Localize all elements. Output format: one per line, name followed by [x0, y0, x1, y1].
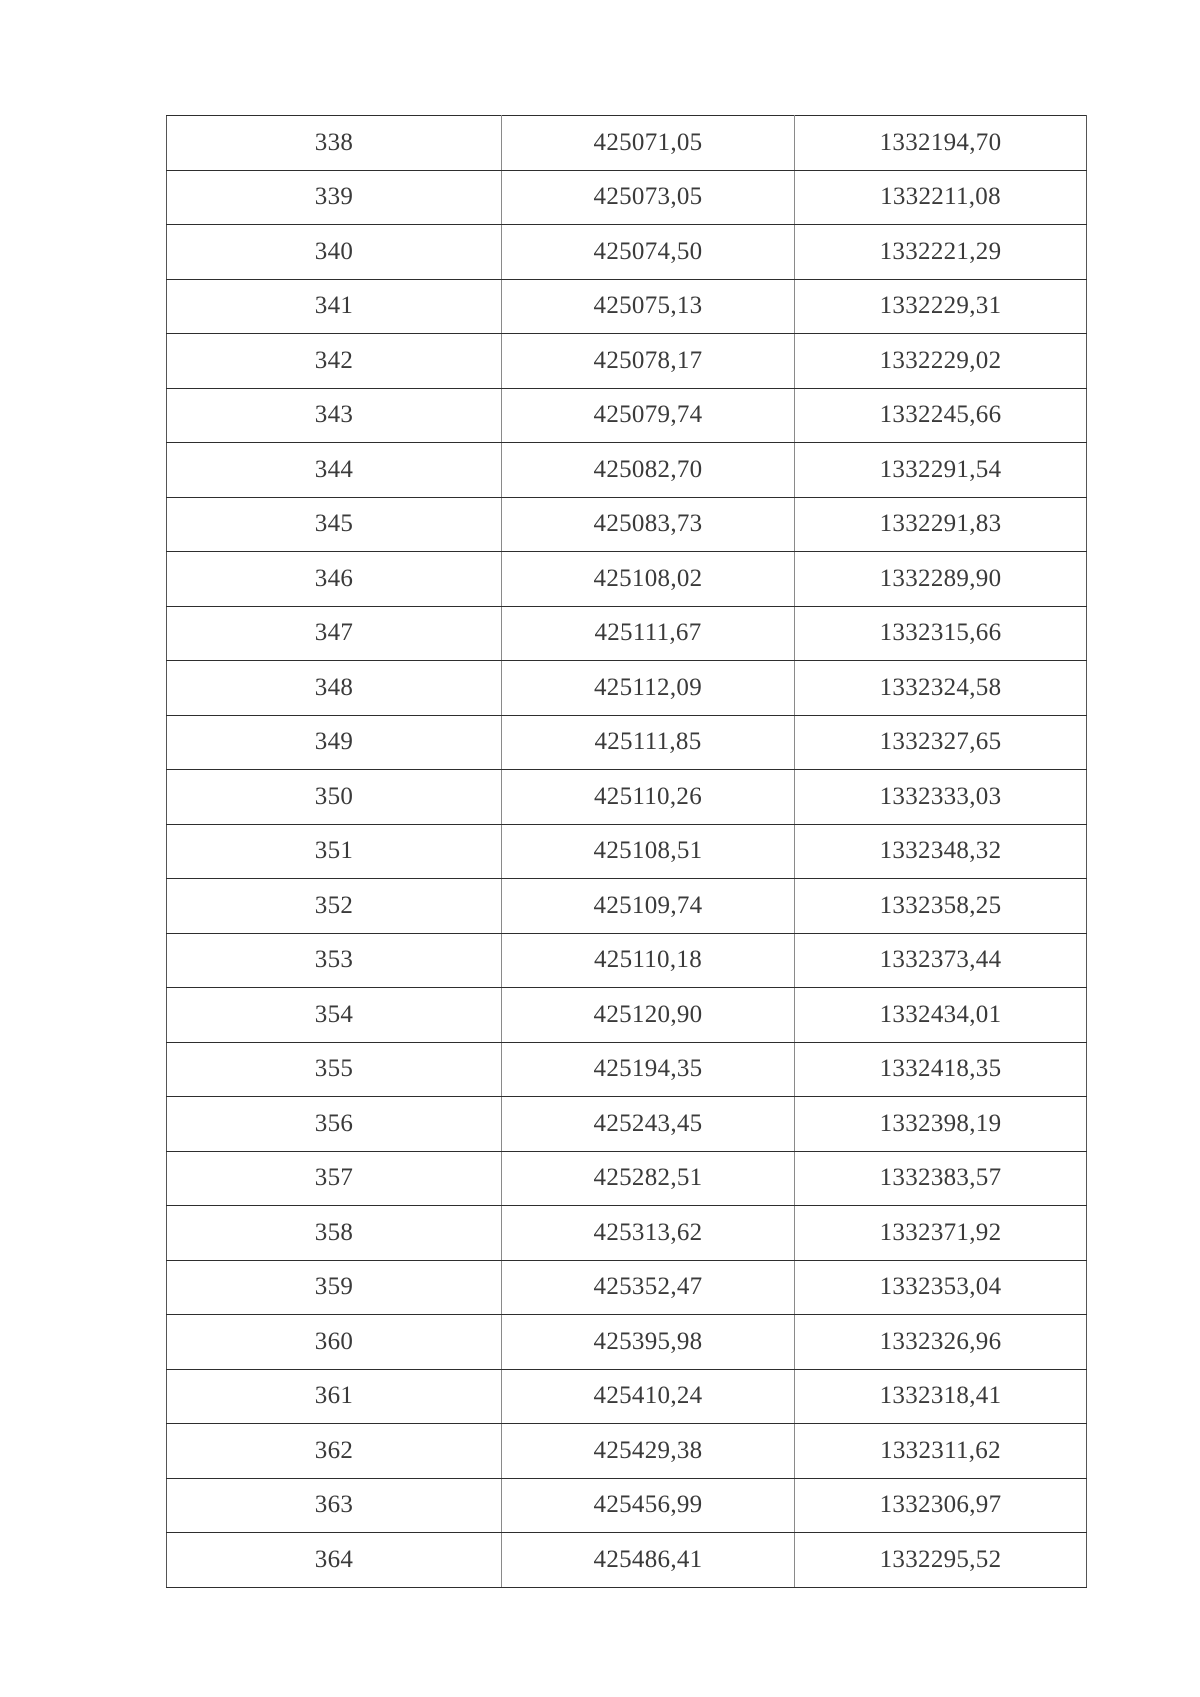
point-number-cell: 354: [167, 988, 502, 1043]
table-row: [167, 1315, 1087, 1370]
point-number-cell: 350: [167, 770, 502, 825]
x-coordinate-cell: 425111,85: [502, 715, 795, 770]
point-number-cell: 338: [167, 116, 502, 171]
table-row: [167, 1533, 1087, 1588]
x-coordinate-cell: 425109,74: [502, 879, 795, 934]
coordinates-table-body: [167, 116, 1087, 1588]
point-number-cell: 361: [167, 1369, 502, 1424]
table-row: [167, 1478, 1087, 1533]
y-coordinate-cell: 1332333,03: [795, 770, 1087, 825]
x-coordinate-cell: 425111,67: [502, 606, 795, 661]
table-row: [167, 443, 1087, 498]
y-coordinate-cell: 1332434,01: [795, 988, 1087, 1043]
x-coordinate-cell: 425110,26: [502, 770, 795, 825]
x-coordinate-cell: 425108,51: [502, 824, 795, 879]
table-row: [167, 170, 1087, 225]
y-coordinate-cell: 1332289,90: [795, 552, 1087, 607]
y-coordinate-cell: 1332348,32: [795, 824, 1087, 879]
table-row: [167, 116, 1087, 171]
coordinates-table: [166, 115, 1087, 1588]
point-number-cell: 345: [167, 497, 502, 552]
y-coordinate-cell: 1332295,52: [795, 1533, 1087, 1588]
x-coordinate-cell: 425082,70: [502, 443, 795, 498]
y-coordinate-cell: 1332194,70: [795, 116, 1087, 171]
y-coordinate-cell: 1332211,08: [795, 170, 1087, 225]
point-number-cell: 341: [167, 279, 502, 334]
x-coordinate-cell: 425074,50: [502, 225, 795, 280]
point-number-cell: 347: [167, 606, 502, 661]
y-coordinate-cell: 1332315,66: [795, 606, 1087, 661]
y-coordinate-cell: 1332291,54: [795, 443, 1087, 498]
table-row: [167, 606, 1087, 661]
y-coordinate-cell: 1332353,04: [795, 1260, 1087, 1315]
table-row: [167, 715, 1087, 770]
point-number-cell: 358: [167, 1206, 502, 1261]
table-row: [167, 1042, 1087, 1097]
x-coordinate-cell: 425083,73: [502, 497, 795, 552]
table-row: [167, 824, 1087, 879]
y-coordinate-cell: 1332398,19: [795, 1097, 1087, 1152]
table-row: [167, 933, 1087, 988]
x-coordinate-cell: 425120,90: [502, 988, 795, 1043]
table-row: [167, 1369, 1087, 1424]
x-coordinate-cell: 425410,24: [502, 1369, 795, 1424]
x-coordinate-cell: 425078,17: [502, 334, 795, 389]
point-number-cell: 348: [167, 661, 502, 716]
point-number-cell: 339: [167, 170, 502, 225]
y-coordinate-cell: 1332229,31: [795, 279, 1087, 334]
x-coordinate-cell: 425071,05: [502, 116, 795, 171]
y-coordinate-cell: 1332327,65: [795, 715, 1087, 770]
y-coordinate-cell: 1332324,58: [795, 661, 1087, 716]
y-coordinate-cell: 1332221,29: [795, 225, 1087, 280]
point-number-cell: 344: [167, 443, 502, 498]
point-number-cell: 343: [167, 388, 502, 443]
table-row: [167, 1424, 1087, 1479]
point-number-cell: 364: [167, 1533, 502, 1588]
table-row: [167, 388, 1087, 443]
table-row: [167, 988, 1087, 1043]
y-coordinate-cell: 1332418,35: [795, 1042, 1087, 1097]
point-number-cell: 353: [167, 933, 502, 988]
table-row: [167, 552, 1087, 607]
x-coordinate-cell: 425395,98: [502, 1315, 795, 1370]
table-row: [167, 879, 1087, 934]
table-row: [167, 225, 1087, 280]
y-coordinate-cell: 1332383,57: [795, 1151, 1087, 1206]
point-number-cell: 346: [167, 552, 502, 607]
table-row: [167, 497, 1087, 552]
point-number-cell: 360: [167, 1315, 502, 1370]
point-number-cell: 352: [167, 879, 502, 934]
y-coordinate-cell: 1332318,41: [795, 1369, 1087, 1424]
x-coordinate-cell: 425243,45: [502, 1097, 795, 1152]
y-coordinate-cell: 1332229,02: [795, 334, 1087, 389]
y-coordinate-cell: 1332306,97: [795, 1478, 1087, 1533]
x-coordinate-cell: 425282,51: [502, 1151, 795, 1206]
x-coordinate-cell: 425313,62: [502, 1206, 795, 1261]
x-coordinate-cell: 425352,47: [502, 1260, 795, 1315]
x-coordinate-cell: 425110,18: [502, 933, 795, 988]
table-row: [167, 1206, 1087, 1261]
point-number-cell: 342: [167, 334, 502, 389]
y-coordinate-cell: 1332326,96: [795, 1315, 1087, 1370]
table-row: [167, 279, 1087, 334]
table-row: [167, 1151, 1087, 1206]
x-coordinate-cell: 425429,38: [502, 1424, 795, 1479]
table-row: [167, 334, 1087, 389]
point-number-cell: 351: [167, 824, 502, 879]
x-coordinate-cell: 425112,09: [502, 661, 795, 716]
point-number-cell: 359: [167, 1260, 502, 1315]
x-coordinate-cell: 425108,02: [502, 552, 795, 607]
table-row: [167, 770, 1087, 825]
x-coordinate-cell: 425073,05: [502, 170, 795, 225]
table-row: [167, 1097, 1087, 1152]
point-number-cell: 362: [167, 1424, 502, 1479]
y-coordinate-cell: 1332371,92: [795, 1206, 1087, 1261]
point-number-cell: 363: [167, 1478, 502, 1533]
x-coordinate-cell: 425486,41: [502, 1533, 795, 1588]
point-number-cell: 355: [167, 1042, 502, 1097]
x-coordinate-cell: 425456,99: [502, 1478, 795, 1533]
x-coordinate-cell: 425194,35: [502, 1042, 795, 1097]
y-coordinate-cell: 1332245,66: [795, 388, 1087, 443]
point-number-cell: 356: [167, 1097, 502, 1152]
table-row: [167, 661, 1087, 716]
y-coordinate-cell: 1332358,25: [795, 879, 1087, 934]
point-number-cell: 357: [167, 1151, 502, 1206]
y-coordinate-cell: 1332291,83: [795, 497, 1087, 552]
y-coordinate-cell: 1332311,62: [795, 1424, 1087, 1479]
point-number-cell: 349: [167, 715, 502, 770]
x-coordinate-cell: 425079,74: [502, 388, 795, 443]
table-row: [167, 1260, 1087, 1315]
y-coordinate-cell: 1332373,44: [795, 933, 1087, 988]
point-number-cell: 340: [167, 225, 502, 280]
x-coordinate-cell: 425075,13: [502, 279, 795, 334]
